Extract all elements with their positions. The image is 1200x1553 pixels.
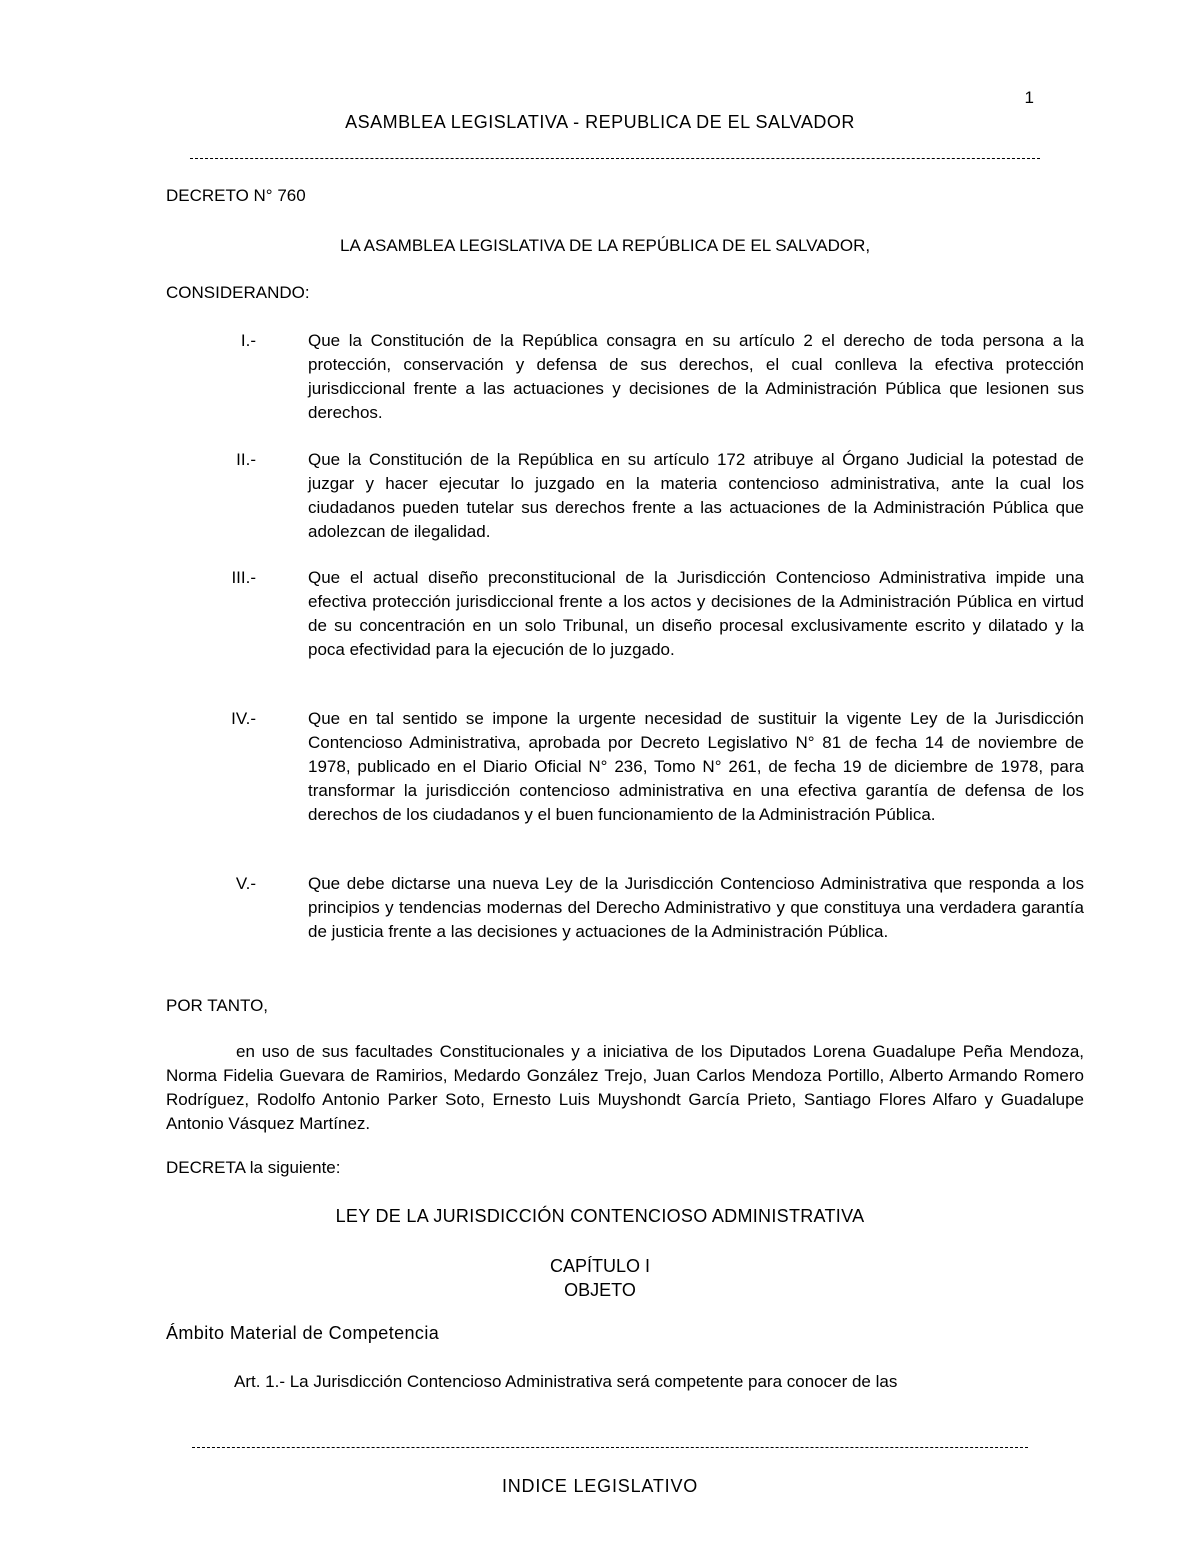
considerando-numeral: IV.-: [231, 709, 256, 728]
page-header: ASAMBLEA LEGISLATIVA - REPUBLICA DE EL SALVADOR: [345, 112, 855, 132]
considerando-numeral: III.-: [231, 568, 256, 587]
chapter-heading: [160, 1254, 1040, 1302]
considerando-text: Que en tal sentido se impone la urgente necesidad de sustituir la vigente Ley de la Jurisdicción Contencioso Administrativa, aprobada por Decreto Legislativo N° 81 de fecha 14 de noviembre de 1978, publicado en el Diario Oficial N° 236, Tomo N° 261, de fecha 19 de diciembre de 1978, para transformar la jurisdicción contencioso administrativa en una efectiva garantía de defensa de los derechos de los ciudadanos y el buen funcionamiento de la Administración Pública.: [308, 709, 1084, 824]
considerando-numeral: II.-: [236, 450, 256, 469]
considerando-text: Que el actual diseño preconstitucional de la Jurisdicción Contencioso Administrativa impide una efectiva protección jurisdiccional frente a los actos y decisiones de la Administración Pública en virtud de su concentración en un solo Tribunal, un diseño procesal exclusivamente escrito y dilatado y la poca efectividad para la ejecución de lo juzgado.: [308, 568, 1084, 659]
considerando-numeral: I.-: [240, 331, 256, 350]
footer-rule: [192, 1447, 1028, 1448]
considerando-numeral: V.-: [235, 874, 256, 893]
por-tanto-heading: POR TANTO,: [166, 996, 269, 1015]
considerando-text: Que debe dictarse una nueva Ley de la Jurisdicción Contencioso Administrativa que responda a los principios y tendencias modernas del Derecho Administrativo y que constituya una verdadera garantía de justicia frente a las decisiones y actuaciones de la Administración Pública.: [308, 874, 1084, 941]
issuing-body: LA ASAMBLEA LEGISLATIVA DE LA REPÚBLICA DE EL SALVADOR,: [340, 236, 871, 255]
decree-number: DECRETO N° 760: [166, 186, 306, 205]
considerando-text: Que la Constitución de la República en su artículo 172 atribuye al Órgano Judicial la potestad de juzgar y hacer ejecutar lo juzgado en la materia contencioso administrativa, ante la cual los ciudadanos pueden tutelar sus derechos frente a las actuaciones de la Administración Pública que adolezcan de ilegalidad.: [308, 450, 1084, 541]
page-number: 1: [1024, 88, 1034, 107]
section-heading: Ámbito Material de Competencia: [166, 1323, 440, 1343]
considerando-text: Que la Constitución de la República consagra en su artículo 2 el derecho de toda persona a la protección, conservación y defensa de sus derechos, el cual conlleva la efectiva protección jurisdiccional frente a las actuaciones y decisiones de la Administración Pública que lesionen sus derechos.: [308, 331, 1084, 422]
article-text: Art. 1.- La Jurisdicción Contencioso Administrativa será competente para conocer de las: [234, 1372, 898, 1391]
considerando-heading: CONSIDERANDO:: [166, 283, 310, 302]
header-rule: [190, 158, 1040, 159]
page-footer: INDICE LEGISLATIVO: [501, 1476, 699, 1496]
chapter-number: CAPÍTULO I: [549, 1256, 651, 1276]
decreta-heading: DECRETA la siguiente:: [166, 1158, 341, 1177]
enacting-clause: en uso de sus facultades Constitucionales y a iniciativa de los Diputados Lorena Guadalupe Peña Mendoza, Norma Fidelia Guevara de Ramirios, Medardo González Trejo, Juan Carlos Mendoza Portillo, Alberto Armando Romero Rodríguez, Rodolfo Antonio Parker Soto, Ernesto Luis Muyshondt García Prieto, Santiago Flores Alfaro y Guadalupe Antonio Vásquez Martínez.: [166, 1042, 1084, 1133]
chapter-title: OBJETO: [564, 1280, 636, 1300]
law-title: LEY DE LA JURISDICCIÓN CONTENCIOSO ADMINISTRATIVA: [335, 1206, 865, 1226]
